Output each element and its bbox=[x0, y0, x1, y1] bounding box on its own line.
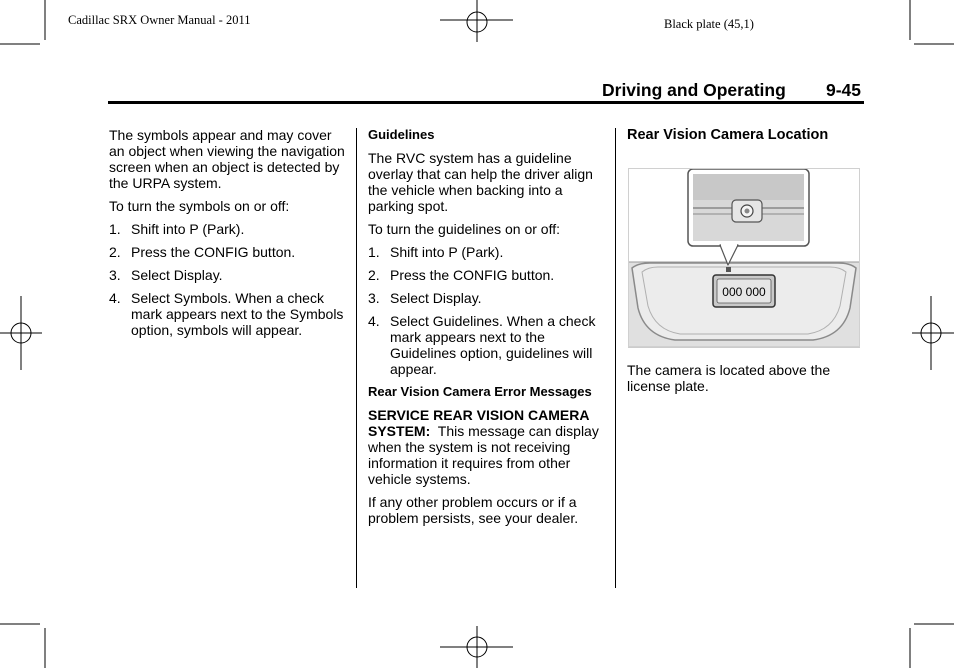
registration-mark-top bbox=[440, 0, 513, 42]
step-text: Select Guidelines. When a check mark appears next to the Guidelines option, guidelines will appear. bbox=[390, 313, 596, 377]
guidelines-text: The RVC system has a guideline overlay that can help the driver align the vehicle when backing into a parking spot. bbox=[368, 150, 593, 214]
step-text: Select Display. bbox=[131, 267, 223, 283]
guidelines-lead: To turn the guidelines on or off: bbox=[368, 221, 560, 237]
step-number: 1. bbox=[368, 244, 380, 260]
camera-location-heading: Rear Vision Camera Location bbox=[627, 127, 829, 143]
header-rule bbox=[108, 101, 864, 104]
camera-location-illustration bbox=[628, 168, 860, 348]
list-item bbox=[109, 267, 345, 283]
list-item bbox=[368, 267, 606, 283]
service-message-paragraph bbox=[368, 407, 606, 487]
guidelines-steps bbox=[368, 244, 606, 377]
step-text: Shift into P (Park). bbox=[390, 244, 504, 260]
section-title: Driving and Operating bbox=[602, 80, 786, 100]
list-item bbox=[368, 244, 606, 260]
step-number: 4. bbox=[368, 313, 380, 329]
column-1 bbox=[109, 127, 345, 345]
page-number: 9-45 bbox=[826, 80, 862, 100]
manual-title: Cadillac SRX Owner Manual - 2011 bbox=[68, 13, 251, 27]
step-text: Press the CONFIG button. bbox=[390, 267, 555, 283]
license-plate-number: 000 000 bbox=[722, 285, 766, 299]
problem-text: If any other problem occurs or if a problem persists, see your dealer. bbox=[368, 494, 579, 526]
registration-mark-right bbox=[912, 296, 954, 370]
step-text: Select Display. bbox=[390, 290, 482, 306]
camera-caption: The camera is located above the license plate. bbox=[627, 362, 831, 394]
service-message-label: SERVICE REAR VISION CAMERA SYSTEM: bbox=[368, 407, 589, 439]
step-number: 3. bbox=[368, 290, 380, 306]
step-text: Press the CONFIG button. bbox=[131, 244, 296, 260]
symbols-intro: The symbols appear and may cover an object when viewing the navigation screen when an object is detected by the URPA system. bbox=[109, 127, 345, 191]
symbols-steps bbox=[109, 221, 345, 338]
step-text: Select Symbols. When a check mark appears next to the Symbols option, symbols will appear. bbox=[131, 290, 344, 338]
error-heading: Rear Vision Camera Error Messages bbox=[368, 384, 592, 399]
list-item bbox=[109, 290, 345, 338]
list-item bbox=[109, 221, 345, 237]
guidelines-heading: Guidelines bbox=[368, 127, 435, 142]
column-2 bbox=[368, 127, 606, 533]
column-divider-1 bbox=[356, 128, 357, 588]
column-3 bbox=[627, 127, 859, 144]
column-divider-2 bbox=[615, 128, 616, 588]
step-number: 2. bbox=[368, 267, 380, 283]
registration-mark-bottom bbox=[440, 626, 513, 668]
list-item bbox=[368, 290, 606, 306]
service-message-text: This message can display when the system is not receiving information it requires from other vehicle systems. bbox=[368, 423, 599, 487]
plate-label: Black plate (45,1) bbox=[664, 17, 754, 31]
camera-icon bbox=[726, 267, 731, 272]
step-number: 4. bbox=[109, 290, 121, 306]
registration-mark-left bbox=[0, 296, 42, 370]
list-item bbox=[368, 313, 606, 377]
symbols-lead: To turn the symbols on or off: bbox=[109, 198, 290, 214]
list-item bbox=[109, 244, 345, 260]
step-number: 1. bbox=[109, 221, 121, 237]
step-number: 2. bbox=[109, 244, 121, 260]
step-text: Shift into P (Park). bbox=[131, 221, 245, 237]
step-number: 3. bbox=[109, 267, 121, 283]
